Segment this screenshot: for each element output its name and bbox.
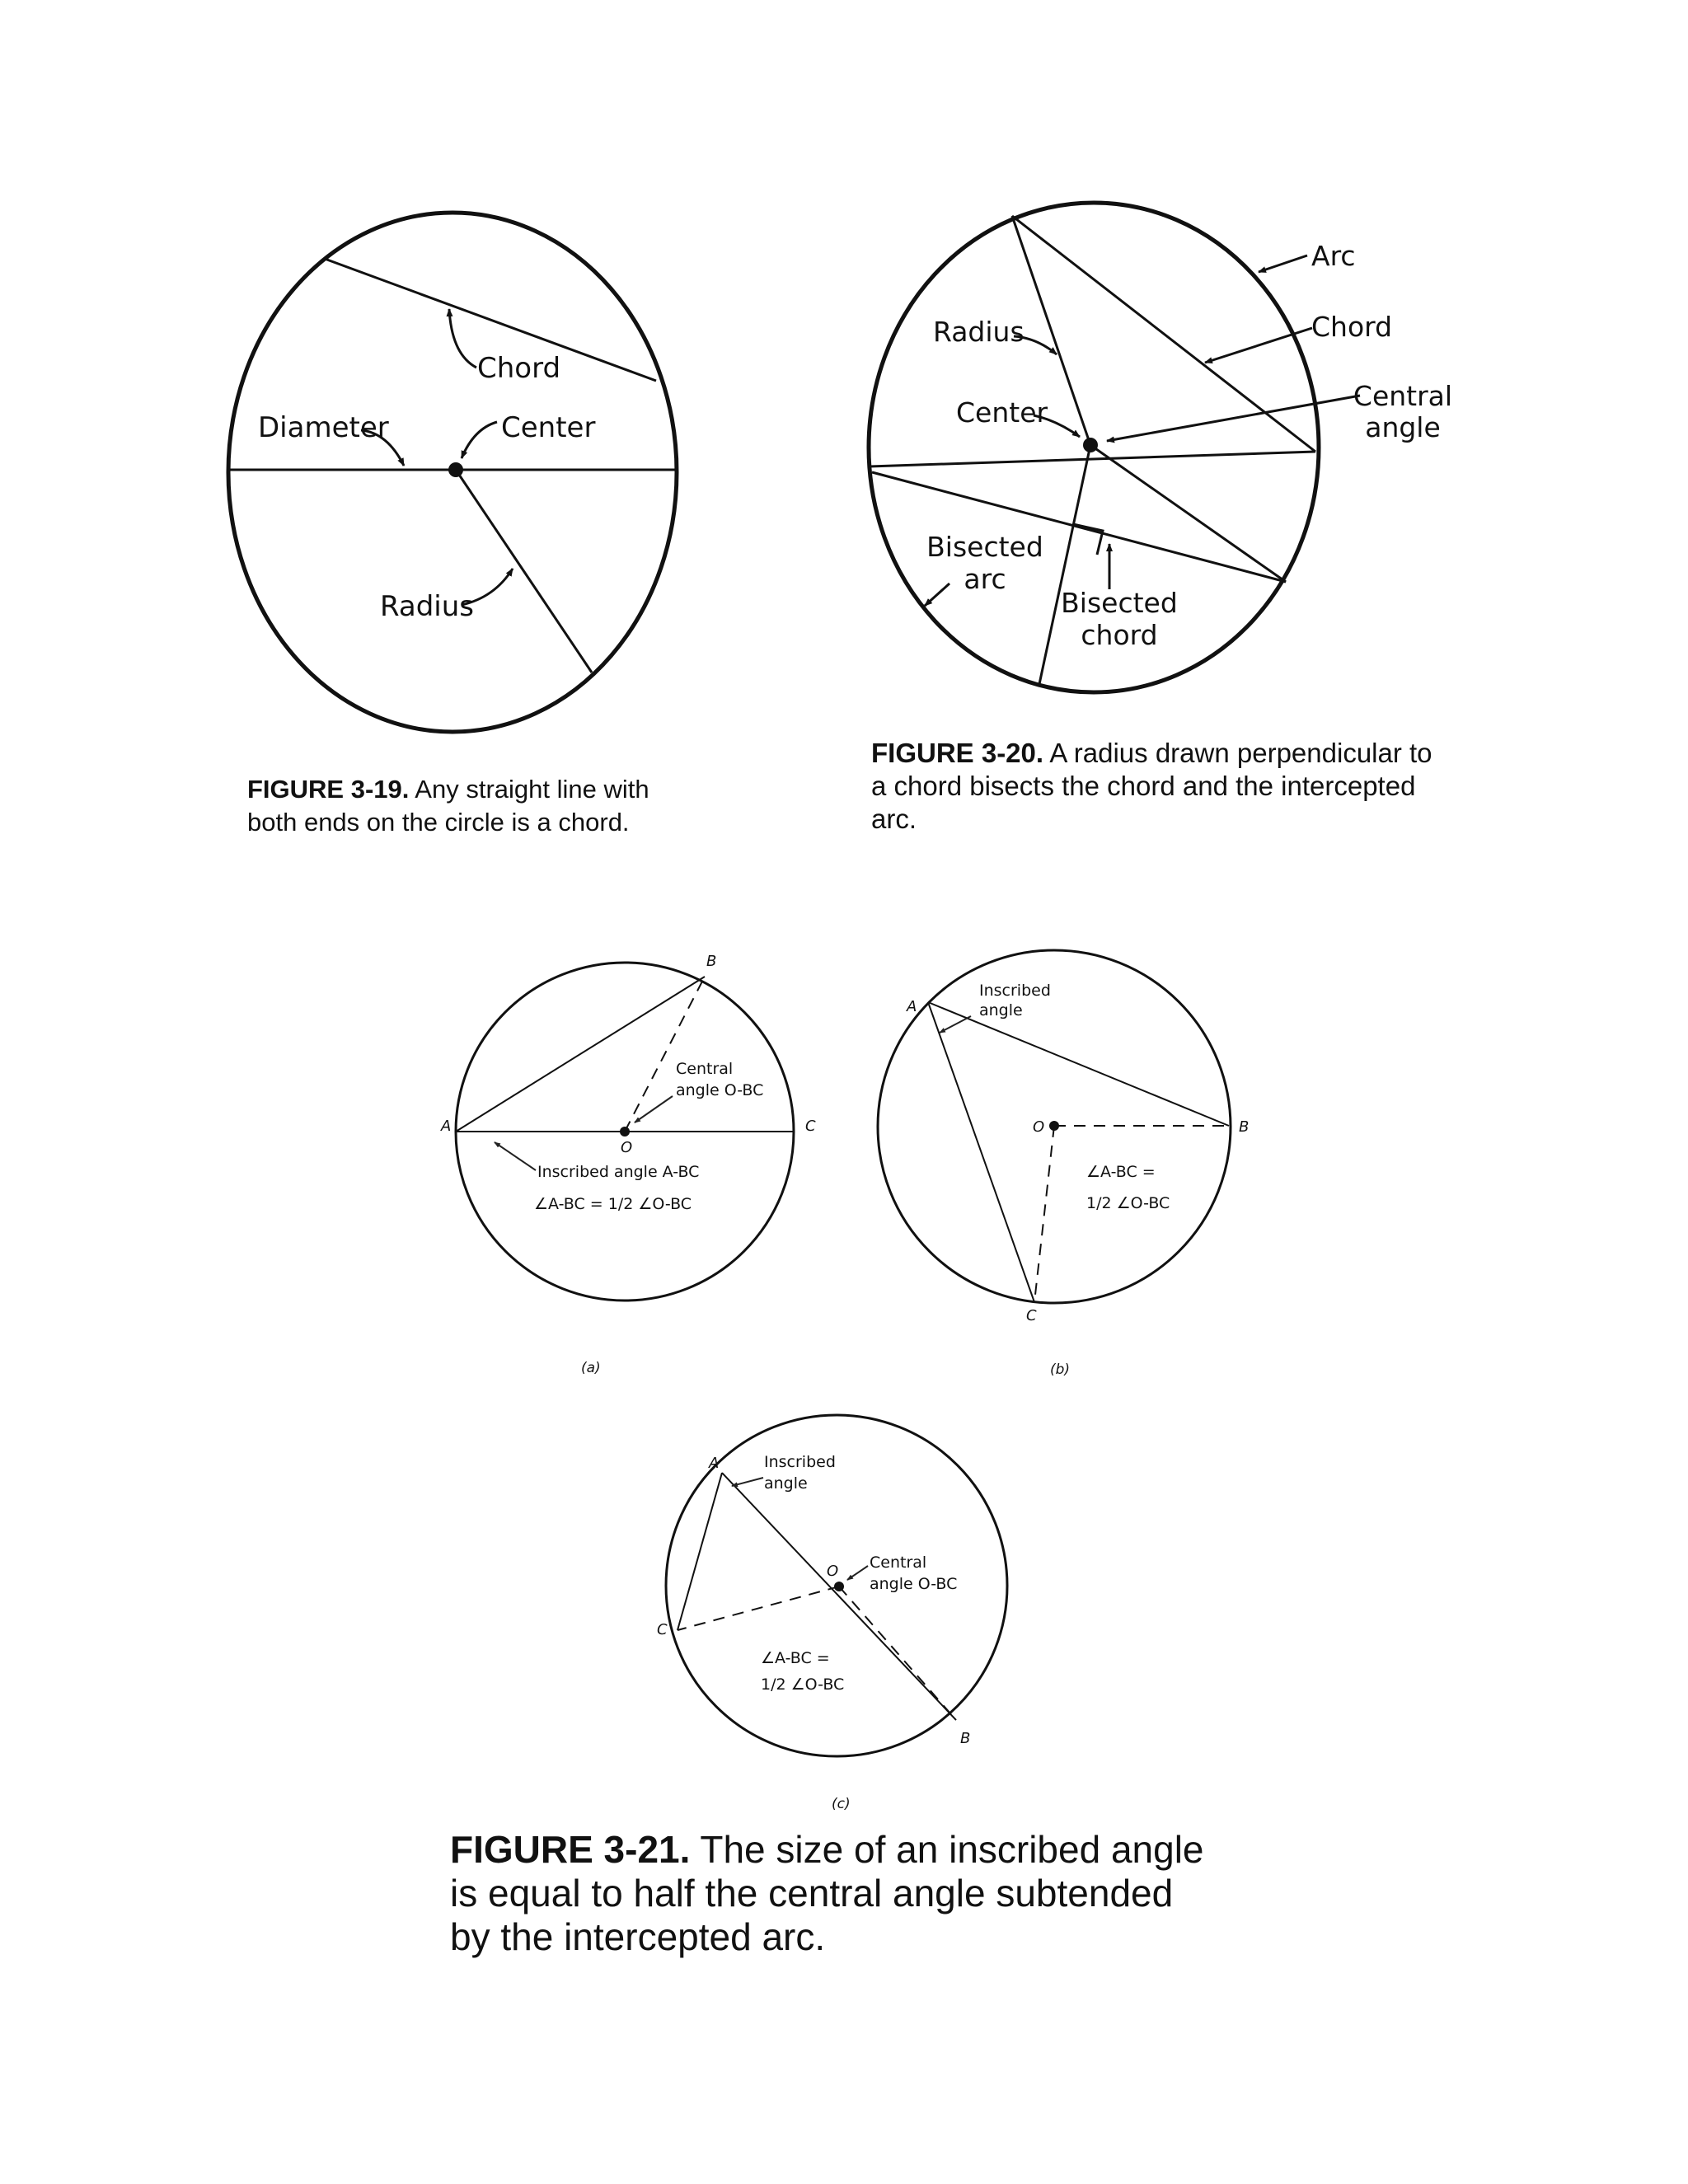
fig21a-chord-ab <box>456 977 705 1132</box>
fig21a-radius-ob <box>625 977 705 1132</box>
fig20-chord-long <box>1012 216 1315 452</box>
fig20-bisected-arc-leader <box>925 583 950 606</box>
figure-3-21-panel-b <box>878 950 1249 1378</box>
fig20-bisected-chord-label-2: chord <box>1081 619 1158 651</box>
fig21a-inscribed-leader <box>495 1142 536 1170</box>
fig21a-inscribed-label: Inscribed angle A-BC <box>537 1163 700 1181</box>
fig21c-radius-oc <box>678 1586 839 1630</box>
fig21-caption-line1 <box>450 1828 1204 1871</box>
fig19-radius-line <box>456 470 592 673</box>
figure-3-21-caption <box>450 1828 1204 1958</box>
fig20-radius-right <box>1090 445 1286 582</box>
fig19-diameter-label: Diameter <box>258 411 389 444</box>
fig20-caption-line2: a chord bisects the chord and the intercepted <box>871 771 1416 801</box>
figure-3-19 <box>228 213 677 837</box>
fig21c-inscribed-label-1: Inscribed <box>764 1453 836 1471</box>
fig21a-relation: ∠A-BC = 1/2 ∠O-BC <box>534 1195 692 1213</box>
fig21a-point-b: B <box>706 953 717 970</box>
fig21a-point-a: A <box>441 1118 452 1135</box>
fig20-chord-label: Chord <box>1311 311 1393 343</box>
fig21a-central-label-1: Central <box>676 1060 734 1078</box>
fig21-caption-line2: is equal to half the central angle subtended <box>450 1872 1174 1915</box>
fig20-caption-text1: A radius drawn perpendicular to <box>1049 738 1432 768</box>
fig21-caption-line3: by the intercepted arc. <box>450 1915 826 1958</box>
fig19-caption-text1: Any straight line with <box>415 775 649 804</box>
fig20-central-angle-label-2: angle <box>1365 411 1441 443</box>
fig21c-central-leader <box>847 1566 868 1580</box>
fig21b-center-dot <box>1049 1121 1059 1131</box>
fig21c-tag: (c) <box>832 1796 851 1812</box>
fig20-center-dot <box>1083 438 1098 452</box>
fig20-radius-label: Radius <box>933 316 1025 348</box>
fig19-center-label: Center <box>501 411 596 444</box>
fig21b-tag: (b) <box>1050 1361 1071 1378</box>
fig20-center-label: Center <box>956 396 1048 429</box>
fig20-bisected-arc-label-2: arc <box>964 563 1006 595</box>
fig21b-inscribed-leader <box>940 1016 971 1033</box>
fig20-bisected-chord-label-1: Bisected <box>1061 587 1178 619</box>
fig20-caption-line1 <box>871 738 1432 768</box>
fig21b-point-c: C <box>1026 1307 1037 1324</box>
fig21c-radius-ob <box>839 1586 956 1720</box>
fig21b-inscribed-label-1: Inscribed <box>979 982 1051 1000</box>
fig21b-point-b: B <box>1239 1118 1250 1136</box>
fig21c-point-o: O <box>827 1563 839 1580</box>
figure-3-21-panel-a <box>440 953 816 1376</box>
fig21b-point-o: O <box>1033 1118 1045 1136</box>
fig21c-chord-ac <box>678 1473 722 1630</box>
fig19-radius-label: Radius <box>380 590 475 623</box>
fig21c-point-b: B <box>960 1730 971 1747</box>
fig20-caption-number: FIGURE 3-20. <box>871 738 1044 768</box>
fig21c-relation-2: 1/2 ∠O-BC <box>761 1675 845 1694</box>
fig21c-center-dot <box>834 1582 844 1591</box>
fig19-center-leader <box>462 422 497 458</box>
fig21a-tag: (a) <box>581 1360 601 1376</box>
fig21a-central-label-2: angle O-BC <box>676 1081 764 1099</box>
fig20-central-angle-leader <box>1107 396 1360 441</box>
fig20-bisected-arc-label-1: Bisected <box>926 531 1043 563</box>
fig21-caption-number: FIGURE 3-21. <box>450 1828 691 1871</box>
fig19-chord-label: Chord <box>477 352 561 385</box>
fig21c-point-c: C <box>657 1621 668 1638</box>
fig20-arc-leader <box>1259 255 1307 272</box>
fig19-caption-line2: both ends on the circle is a chord. <box>247 808 630 837</box>
fig19-chord-leader <box>449 309 476 368</box>
fig21-caption-text1: The size of an inscribed angle <box>700 1828 1204 1871</box>
fig21b-inscribed-label-2: angle <box>979 1001 1023 1019</box>
fig21b-radius-oc <box>1034 1126 1054 1302</box>
fig20-caption-line3: arc. <box>871 804 917 834</box>
fig21c-central-label-2: angle O-BC <box>870 1575 958 1593</box>
fig20-diameter-line <box>870 452 1315 466</box>
fig20-central-angle-label-1: Central <box>1353 380 1453 412</box>
fig21c-central-label-1: Central <box>870 1554 927 1572</box>
fig21c-point-a: A <box>709 1455 720 1472</box>
fig21a-center-dot <box>620 1127 630 1137</box>
fig21b-chord-ac <box>928 1002 1034 1302</box>
fig21c-relation-1: ∠A-BC = <box>761 1649 830 1667</box>
fig21b-relation-1: ∠A-BC = <box>1086 1163 1156 1181</box>
fig21a-central-leader <box>635 1096 673 1122</box>
fig19-center-dot <box>448 462 463 477</box>
fig21a-point-c: C <box>805 1118 816 1135</box>
fig21c-inscribed-label-2: angle <box>764 1474 808 1493</box>
figure-3-20 <box>869 203 1452 834</box>
figure-3-21-panel-c <box>657 1415 1007 1812</box>
fig21b-relation-2: 1/2 ∠O-BC <box>1086 1194 1170 1212</box>
fig20-bisected-chord <box>872 472 1286 582</box>
fig20-arc-label: Arc <box>1311 240 1356 272</box>
fig21b-point-a: A <box>907 998 917 1015</box>
fig21a-point-o: O <box>621 1139 633 1156</box>
fig19-caption-line1 <box>247 775 649 804</box>
fig19-caption-number: FIGURE 3-19. <box>247 775 410 804</box>
fig21c-inscribed-leader <box>732 1478 763 1486</box>
fig21b-chord-ab <box>928 1002 1229 1126</box>
